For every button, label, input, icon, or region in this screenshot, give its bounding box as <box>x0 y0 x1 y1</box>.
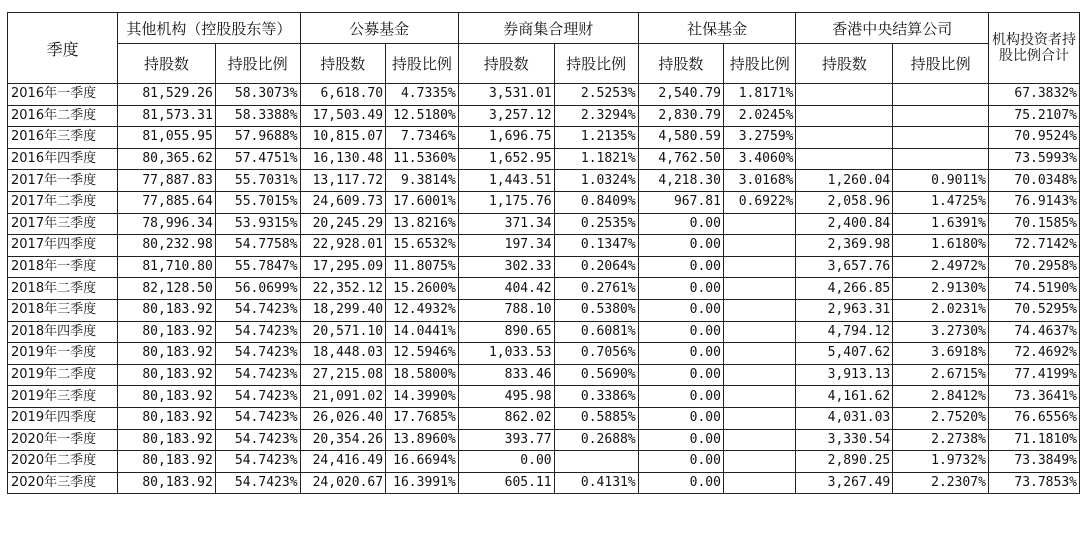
social-ratio-cell <box>723 343 796 365</box>
fund-shares-cell: 26,026.40 <box>300 407 386 429</box>
broker-ratio-cell: 0.1347% <box>554 235 638 257</box>
table-container <box>7 12 1080 494</box>
other-ratio-cell: 55.7847% <box>215 256 300 278</box>
fund-shares-cell: 10,815.07 <box>300 127 386 149</box>
quarter-cell: 2016年三季度 <box>8 127 118 149</box>
quarter-cell: 2018年二季度 <box>8 278 118 300</box>
other-ratio-cell: 54.7423% <box>215 429 300 451</box>
fund-shares-cell: 24,609.73 <box>300 191 386 213</box>
fund-ratio-cell: 13.8216% <box>386 213 459 235</box>
header-shares: 持股数 <box>796 44 893 84</box>
hkscc-ratio-cell: 2.0231% <box>893 299 989 321</box>
social-ratio-cell <box>723 213 796 235</box>
quarter-cell: 2020年一季度 <box>8 429 118 451</box>
broker-shares-cell: 371.34 <box>458 213 554 235</box>
header-group-other-institutions: 其他机构（控股股东等） <box>118 13 300 44</box>
table-row <box>8 407 1080 429</box>
social-ratio-cell: 3.4060% <box>723 148 796 170</box>
fund-ratio-cell: 17.7685% <box>386 407 459 429</box>
quarter-cell: 2019年四季度 <box>8 407 118 429</box>
total-ratio-cell: 76.6556% <box>988 407 1079 429</box>
hkscc-shares-cell: 2,400.84 <box>796 213 893 235</box>
social-shares-cell: 0.00 <box>638 299 723 321</box>
other-shares-cell: 81,573.31 <box>118 105 216 127</box>
other-shares-cell: 81,055.95 <box>118 127 216 149</box>
other-ratio-cell: 53.9315% <box>215 213 300 235</box>
fund-shares-cell: 13,117.72 <box>300 170 386 192</box>
table-row <box>8 105 1080 127</box>
other-shares-cell: 77,885.64 <box>118 191 216 213</box>
social-ratio-cell <box>723 386 796 408</box>
other-shares-cell: 80,183.92 <box>118 364 216 386</box>
header-group-broker-wealth: 券商集合理财 <box>458 13 638 44</box>
broker-shares-cell: 1,033.53 <box>458 343 554 365</box>
social-ratio-cell <box>723 364 796 386</box>
fund-ratio-cell: 12.5946% <box>386 343 459 365</box>
broker-shares-cell: 788.10 <box>458 299 554 321</box>
fund-ratio-cell: 11.5360% <box>386 148 459 170</box>
broker-ratio-cell: 0.4131% <box>554 472 638 494</box>
broker-shares-cell: 833.46 <box>458 364 554 386</box>
other-shares-cell: 80,183.92 <box>118 451 216 473</box>
social-shares-cell: 0.00 <box>638 472 723 494</box>
header-shares: 持股数 <box>458 44 554 84</box>
fund-shares-cell: 16,130.48 <box>300 148 386 170</box>
header-ratio: 持股比例 <box>554 44 638 84</box>
header-shares: 持股数 <box>118 44 216 84</box>
table-row <box>8 256 1080 278</box>
social-shares-cell: 0.00 <box>638 235 723 257</box>
total-ratio-cell: 75.2107% <box>988 105 1079 127</box>
hkscc-shares-cell: 1,260.04 <box>796 170 893 192</box>
other-shares-cell: 80,232.98 <box>118 235 216 257</box>
social-shares-cell: 4,580.59 <box>638 127 723 149</box>
other-shares-cell: 80,183.92 <box>118 472 216 494</box>
broker-ratio-cell: 2.3294% <box>554 105 638 127</box>
broker-shares-cell: 605.11 <box>458 472 554 494</box>
fund-shares-cell: 18,299.40 <box>300 299 386 321</box>
other-ratio-cell: 54.7423% <box>215 321 300 343</box>
broker-ratio-cell: 1.1821% <box>554 148 638 170</box>
quarter-cell: 2018年一季度 <box>8 256 118 278</box>
fund-ratio-cell: 15.6532% <box>386 235 459 257</box>
other-shares-cell: 80,365.62 <box>118 148 216 170</box>
fund-shares-cell: 21,091.02 <box>300 386 386 408</box>
fund-shares-cell: 20,571.10 <box>300 321 386 343</box>
broker-shares-cell: 3,531.01 <box>458 84 554 106</box>
broker-ratio-cell: 2.5253% <box>554 84 638 106</box>
total-ratio-cell: 70.5295% <box>988 299 1079 321</box>
hkscc-shares-cell: 2,058.96 <box>796 191 893 213</box>
table-row <box>8 321 1080 343</box>
total-ratio-cell: 67.3832% <box>988 84 1079 106</box>
broker-ratio-cell: 0.6081% <box>554 321 638 343</box>
total-ratio-cell: 70.9524% <box>988 127 1079 149</box>
table-row <box>8 343 1080 365</box>
broker-shares-cell: 1,652.95 <box>458 148 554 170</box>
quarter-cell: 2017年四季度 <box>8 235 118 257</box>
table-row <box>8 170 1080 192</box>
hkscc-shares-cell <box>796 127 893 149</box>
other-ratio-cell: 57.9688% <box>215 127 300 149</box>
quarter-cell: 2017年二季度 <box>8 191 118 213</box>
header-group-public-funds: 公募基金 <box>300 13 458 44</box>
fund-ratio-cell: 18.5800% <box>386 364 459 386</box>
fund-shares-cell: 18,448.03 <box>300 343 386 365</box>
hkscc-shares-cell: 4,266.85 <box>796 278 893 300</box>
social-ratio-cell <box>723 235 796 257</box>
quarter-cell: 2019年二季度 <box>8 364 118 386</box>
total-ratio-cell: 70.1585% <box>988 213 1079 235</box>
total-ratio-cell: 73.7853% <box>988 472 1079 494</box>
header-group-social-security: 社保基金 <box>638 13 796 44</box>
fund-ratio-cell: 17.6001% <box>386 191 459 213</box>
hkscc-ratio-cell <box>893 127 989 149</box>
hkscc-shares-cell: 3,657.76 <box>796 256 893 278</box>
fund-ratio-cell: 7.7346% <box>386 127 459 149</box>
total-ratio-cell: 70.2958% <box>988 256 1079 278</box>
fund-shares-cell: 27,215.08 <box>300 364 386 386</box>
fund-ratio-cell: 12.4932% <box>386 299 459 321</box>
other-shares-cell: 80,183.92 <box>118 321 216 343</box>
other-shares-cell: 80,183.92 <box>118 407 216 429</box>
hkscc-ratio-cell <box>893 84 989 106</box>
social-shares-cell: 4,218.30 <box>638 170 723 192</box>
hkscc-shares-cell <box>796 105 893 127</box>
total-ratio-cell: 73.3641% <box>988 386 1079 408</box>
other-shares-cell: 81,529.26 <box>118 84 216 106</box>
broker-ratio-cell: 0.5690% <box>554 364 638 386</box>
other-ratio-cell: 54.7423% <box>215 472 300 494</box>
hkscc-shares-cell: 4,031.03 <box>796 407 893 429</box>
header-quarter: 季度 <box>8 13 118 84</box>
broker-ratio-cell: 1.2135% <box>554 127 638 149</box>
hkscc-shares-cell: 2,963.31 <box>796 299 893 321</box>
broker-ratio-cell: 0.7056% <box>554 343 638 365</box>
other-shares-cell: 80,183.92 <box>118 299 216 321</box>
social-shares-cell: 967.81 <box>638 191 723 213</box>
social-shares-cell: 0.00 <box>638 429 723 451</box>
fund-shares-cell: 20,354.26 <box>300 429 386 451</box>
hkscc-shares-cell: 3,330.54 <box>796 429 893 451</box>
broker-shares-cell: 302.33 <box>458 256 554 278</box>
broker-shares-cell: 862.02 <box>458 407 554 429</box>
quarter-cell: 2018年四季度 <box>8 321 118 343</box>
total-ratio-cell: 74.5190% <box>988 278 1079 300</box>
hkscc-ratio-cell: 3.2730% <box>893 321 989 343</box>
social-shares-cell: 0.00 <box>638 407 723 429</box>
social-shares-cell: 2,830.79 <box>638 105 723 127</box>
institutional-holdings-table <box>7 12 1080 494</box>
fund-shares-cell: 24,416.49 <box>300 451 386 473</box>
other-ratio-cell: 54.7423% <box>215 451 300 473</box>
social-shares-cell: 2,540.79 <box>638 84 723 106</box>
fund-ratio-cell: 14.3990% <box>386 386 459 408</box>
broker-shares-cell: 1,443.51 <box>458 170 554 192</box>
other-ratio-cell: 56.0699% <box>215 278 300 300</box>
header-group-hkscc: 香港中央结算公司 <box>796 13 988 44</box>
other-ratio-cell: 54.7423% <box>215 364 300 386</box>
social-shares-cell: 0.00 <box>638 451 723 473</box>
broker-shares-cell: 404.42 <box>458 278 554 300</box>
fund-shares-cell: 22,928.01 <box>300 235 386 257</box>
broker-ratio-cell: 0.2761% <box>554 278 638 300</box>
table-row <box>8 278 1080 300</box>
hkscc-ratio-cell <box>893 105 989 127</box>
hkscc-ratio-cell: 0.9011% <box>893 170 989 192</box>
broker-ratio-cell: 0.5380% <box>554 299 638 321</box>
social-shares-cell: 0.00 <box>638 364 723 386</box>
table-row <box>8 84 1080 106</box>
other-shares-cell: 80,183.92 <box>118 343 216 365</box>
quarter-cell: 2016年二季度 <box>8 105 118 127</box>
other-ratio-cell: 54.7423% <box>215 299 300 321</box>
fund-ratio-cell: 14.0441% <box>386 321 459 343</box>
hkscc-shares-cell: 2,890.25 <box>796 451 893 473</box>
social-shares-cell: 0.00 <box>638 386 723 408</box>
fund-ratio-cell: 13.8960% <box>386 429 459 451</box>
other-ratio-cell: 54.7758% <box>215 235 300 257</box>
hkscc-shares-cell <box>796 84 893 106</box>
table-row <box>8 386 1080 408</box>
table-row <box>8 148 1080 170</box>
quarter-cell: 2019年一季度 <box>8 343 118 365</box>
quarter-cell: 2020年二季度 <box>8 451 118 473</box>
header-row-groups <box>8 13 1080 44</box>
table-row <box>8 429 1080 451</box>
table-row <box>8 451 1080 473</box>
total-ratio-cell: 74.4637% <box>988 321 1079 343</box>
broker-shares-cell: 495.98 <box>458 386 554 408</box>
social-shares-cell: 0.00 <box>638 256 723 278</box>
header-row-sub <box>8 44 1080 84</box>
broker-ratio-cell: 0.3386% <box>554 386 638 408</box>
social-ratio-cell <box>723 321 796 343</box>
social-ratio-cell <box>723 451 796 473</box>
header-ratio: 持股比例 <box>215 44 300 84</box>
broker-shares-cell: 1,696.75 <box>458 127 554 149</box>
social-ratio-cell <box>723 472 796 494</box>
hkscc-ratio-cell: 1.9732% <box>893 451 989 473</box>
social-shares-cell: 0.00 <box>638 278 723 300</box>
header-ratio: 持股比例 <box>723 44 796 84</box>
fund-ratio-cell: 11.8075% <box>386 256 459 278</box>
hkscc-ratio-cell <box>893 148 989 170</box>
other-ratio-cell: 54.7423% <box>215 343 300 365</box>
total-ratio-cell: 72.4692% <box>988 343 1079 365</box>
total-ratio-cell: 77.4199% <box>988 364 1079 386</box>
hkscc-ratio-cell: 2.8412% <box>893 386 989 408</box>
fund-ratio-cell: 12.5180% <box>386 105 459 127</box>
social-ratio-cell: 0.6922% <box>723 191 796 213</box>
total-ratio-cell: 70.0348% <box>988 170 1079 192</box>
hkscc-ratio-cell: 1.6180% <box>893 235 989 257</box>
table-row <box>8 299 1080 321</box>
table-row <box>8 127 1080 149</box>
total-ratio-cell: 71.1810% <box>988 429 1079 451</box>
fund-ratio-cell: 16.6694% <box>386 451 459 473</box>
other-ratio-cell: 55.7031% <box>215 170 300 192</box>
quarter-cell: 2020年三季度 <box>8 472 118 494</box>
hkscc-ratio-cell: 1.4725% <box>893 191 989 213</box>
hkscc-shares-cell: 3,267.49 <box>796 472 893 494</box>
hkscc-ratio-cell: 2.2738% <box>893 429 989 451</box>
broker-ratio-cell: 1.0324% <box>554 170 638 192</box>
social-ratio-cell <box>723 299 796 321</box>
hkscc-ratio-cell: 2.7520% <box>893 407 989 429</box>
hkscc-shares-cell: 2,369.98 <box>796 235 893 257</box>
total-ratio-cell: 73.5993% <box>988 148 1079 170</box>
other-ratio-cell: 58.3073% <box>215 84 300 106</box>
social-shares-cell: 0.00 <box>638 343 723 365</box>
social-ratio-cell: 2.0245% <box>723 105 796 127</box>
hkscc-shares-cell: 5,407.62 <box>796 343 893 365</box>
fund-shares-cell: 20,245.29 <box>300 213 386 235</box>
social-ratio-cell <box>723 256 796 278</box>
broker-shares-cell: 393.77 <box>458 429 554 451</box>
table-row <box>8 364 1080 386</box>
fund-ratio-cell: 9.3814% <box>386 170 459 192</box>
total-ratio-cell: 73.3849% <box>988 451 1079 473</box>
broker-shares-cell: 3,257.12 <box>458 105 554 127</box>
fund-shares-cell: 17,503.49 <box>300 105 386 127</box>
hkscc-ratio-cell: 2.2307% <box>893 472 989 494</box>
broker-ratio-cell: 0.2688% <box>554 429 638 451</box>
fund-ratio-cell: 15.2600% <box>386 278 459 300</box>
fund-shares-cell: 6,618.70 <box>300 84 386 106</box>
table-row <box>8 472 1080 494</box>
other-shares-cell: 82,128.50 <box>118 278 216 300</box>
quarter-cell: 2017年一季度 <box>8 170 118 192</box>
table-row <box>8 213 1080 235</box>
broker-shares-cell: 0.00 <box>458 451 554 473</box>
broker-ratio-cell: 0.8409% <box>554 191 638 213</box>
quarter-cell: 2018年三季度 <box>8 299 118 321</box>
table-head <box>8 13 1080 84</box>
social-ratio-cell <box>723 407 796 429</box>
fund-ratio-cell: 16.3991% <box>386 472 459 494</box>
broker-shares-cell: 197.34 <box>458 235 554 257</box>
hkscc-ratio-cell: 2.6715% <box>893 364 989 386</box>
table-row <box>8 235 1080 257</box>
header-shares: 持股数 <box>638 44 723 84</box>
header-shares: 持股数 <box>300 44 386 84</box>
social-shares-cell: 0.00 <box>638 321 723 343</box>
fund-shares-cell: 22,352.12 <box>300 278 386 300</box>
social-ratio-cell <box>723 278 796 300</box>
hkscc-ratio-cell: 1.6391% <box>893 213 989 235</box>
other-shares-cell: 77,887.83 <box>118 170 216 192</box>
broker-shares-cell: 890.65 <box>458 321 554 343</box>
hkscc-shares-cell: 4,794.12 <box>796 321 893 343</box>
broker-shares-cell: 1,175.76 <box>458 191 554 213</box>
other-shares-cell: 81,710.80 <box>118 256 216 278</box>
fund-shares-cell: 17,295.09 <box>300 256 386 278</box>
other-ratio-cell: 54.7423% <box>215 407 300 429</box>
other-ratio-cell: 54.7423% <box>215 386 300 408</box>
broker-ratio-cell: 0.2064% <box>554 256 638 278</box>
header-ratio: 持股比例 <box>386 44 459 84</box>
broker-ratio-cell: 0.5885% <box>554 407 638 429</box>
social-shares-cell: 4,762.50 <box>638 148 723 170</box>
social-ratio-cell: 1.8171% <box>723 84 796 106</box>
hkscc-shares-cell: 4,161.62 <box>796 386 893 408</box>
hkscc-shares-cell: 3,913.13 <box>796 364 893 386</box>
other-shares-cell: 80,183.92 <box>118 386 216 408</box>
table-body <box>8 84 1080 494</box>
other-ratio-cell: 58.3388% <box>215 105 300 127</box>
social-ratio-cell: 3.0168% <box>723 170 796 192</box>
quarter-cell: 2016年一季度 <box>8 84 118 106</box>
total-ratio-cell: 76.9143% <box>988 191 1079 213</box>
total-ratio-cell: 72.7142% <box>988 235 1079 257</box>
quarter-cell: 2016年四季度 <box>8 148 118 170</box>
other-ratio-cell: 55.7015% <box>215 191 300 213</box>
table-row <box>8 191 1080 213</box>
fund-ratio-cell: 4.7335% <box>386 84 459 106</box>
other-shares-cell: 78,996.34 <box>118 213 216 235</box>
broker-ratio-cell <box>554 451 638 473</box>
quarter-cell: 2019年三季度 <box>8 386 118 408</box>
fund-shares-cell: 24,020.67 <box>300 472 386 494</box>
header-ratio: 持股比例 <box>893 44 989 84</box>
social-ratio-cell <box>723 429 796 451</box>
other-shares-cell: 80,183.92 <box>118 429 216 451</box>
hkscc-ratio-cell: 2.4972% <box>893 256 989 278</box>
social-ratio-cell: 3.2759% <box>723 127 796 149</box>
hkscc-ratio-cell: 3.6918% <box>893 343 989 365</box>
quarter-cell: 2017年三季度 <box>8 213 118 235</box>
broker-ratio-cell: 0.2535% <box>554 213 638 235</box>
hkscc-shares-cell <box>796 148 893 170</box>
other-ratio-cell: 57.4751% <box>215 148 300 170</box>
social-shares-cell: 0.00 <box>638 213 723 235</box>
header-total-ratio: 机构投资者持股比例合计 <box>988 13 1079 84</box>
hkscc-ratio-cell: 2.9130% <box>893 278 989 300</box>
